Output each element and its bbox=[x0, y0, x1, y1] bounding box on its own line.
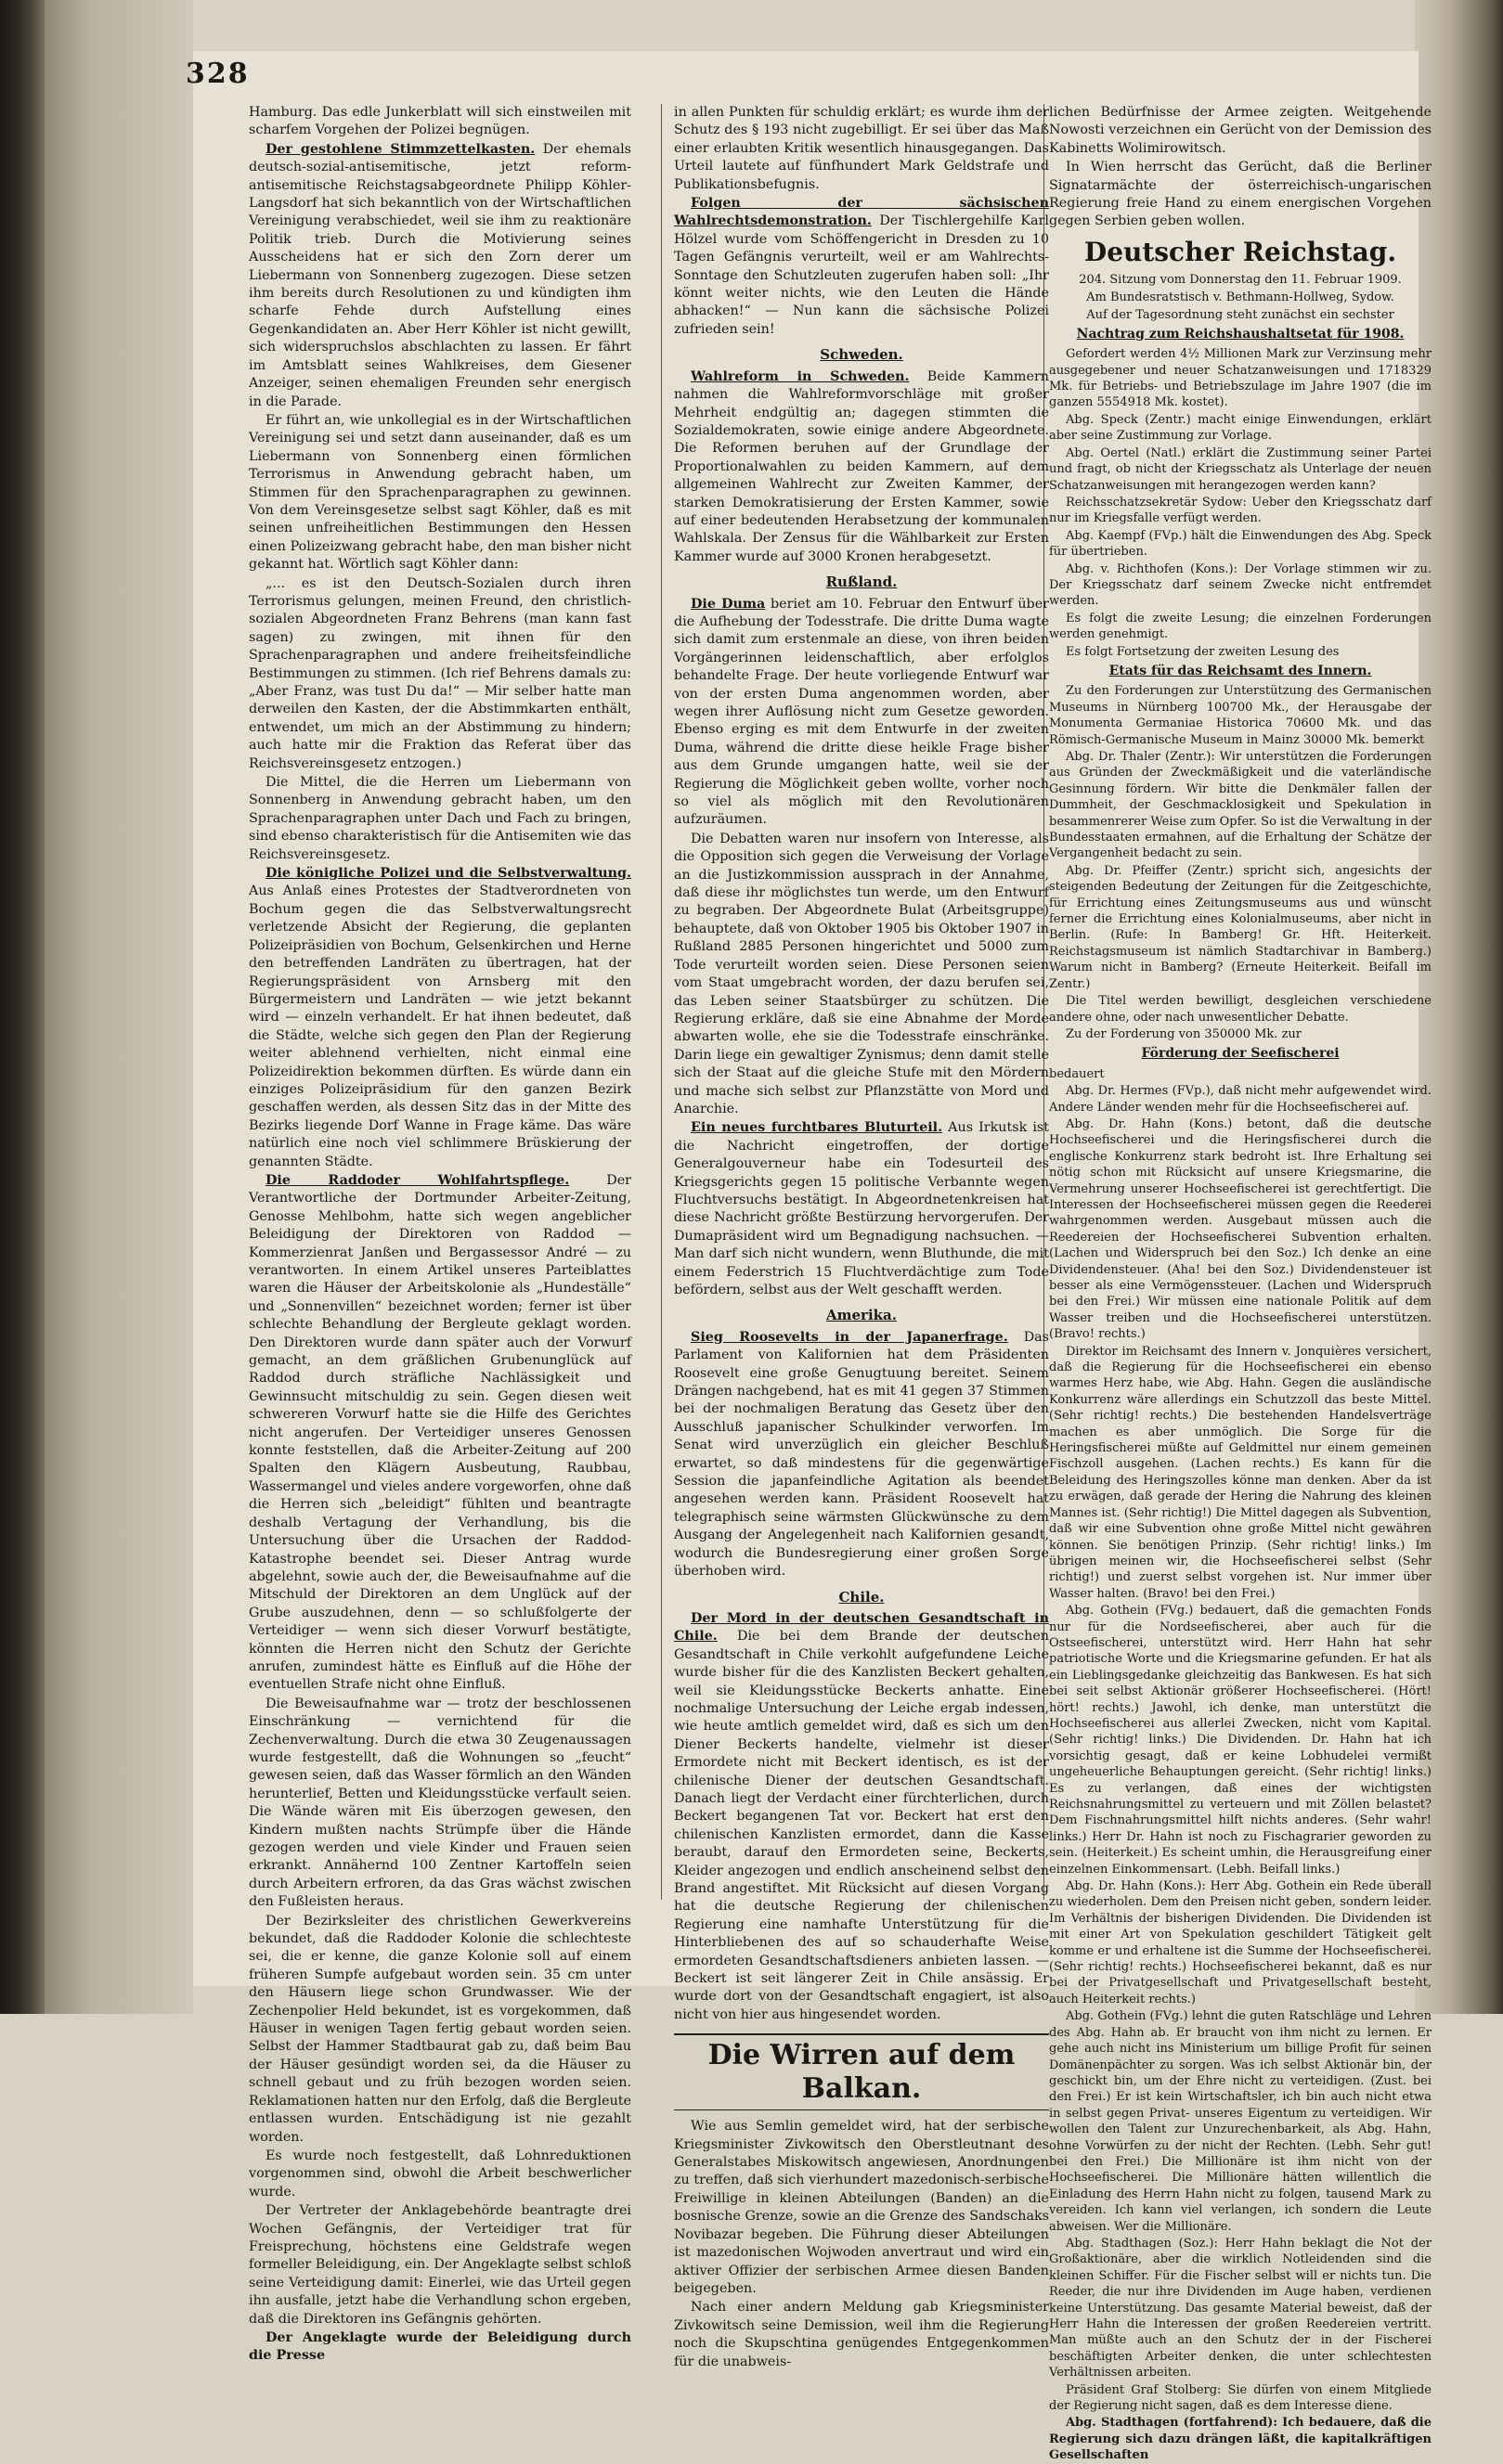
article-text: lichen Bedürfnisse der Armee zeigten. Weitgehende Nowosti verzeichnen ein Gerücht von der Demission des Kabinetts Wolimirowitsch. bbox=[1049, 105, 1432, 156]
session-info: 204. Sitzung vom Donnerstag den 11. Februar 1909. bbox=[1079, 272, 1402, 287]
debate-text: Abg. Speck (Zentr.) macht einige Einwendungen, erklärt aber seine Zustimmung zur Vorlage. bbox=[1049, 412, 1432, 444]
article-heading: Die Raddoder Wohlfahrtspflege. bbox=[266, 1172, 570, 1188]
debate-text: Zu der Forderung von 350000 Mk. zur bbox=[1066, 1026, 1302, 1041]
article-text: Die Mittel, die die Herren um Liebermann von Sonnenberg in Anwendung gebracht haben, um den Sprachenparagraphen unter Dach und Fach zu bringen, sind ebenso charakteristisch für die Antisemiten wie das Reichsvereinsgesetz. bbox=[249, 775, 631, 862]
article-text: Der Angeklagte wurde der Beleidigung durch die Presse bbox=[249, 2329, 631, 2364]
debate-text: Zu den Forderungen zur Unterstützung des Germanischen Museums in Nürnberg 100700 Mk., der Herausgabe der Monumenta Germaniae Historica 70600 Mk. und das Römisch-Germanische Museum in Mainz 30000 Mk. bemerkt bbox=[1049, 684, 1432, 747]
article-text: Der Bezirksleiter des christlichen Gewerkvereins bekundet, daß die Raddoder Kolonie die schlechteste sei, die er kenne, die ganze Kolonie soll auf einem früheren Sumpfe aufgebaut worden sein. 35 cm unter den Häusern liege schon Grundwasser. Wie der Zechenpolier Held bekundet, ist es vorgekommen, daß Häuser in wenigen Tagen fertig gebaut worden seien. Selbst der Hammer Stadtbaurat gab zu, daß beim Bau der Häuser gesündigt worden sei, da die Häuser zu schnell gebaut und zu früh bezogen worden seien. Reklamationen hatten nur den Erfolg, daß die Bergleute entlassen wurden. Entschädigung ist nie gezahlt worden. bbox=[249, 1913, 631, 2145]
article-text: Wie aus Semlin gemeldet wird, hat der serbische Kriegsminister Zivkowitsch den Oberstleutnant des Generalstabes Miskowitsch angewiesen, Anordnungen zu treffen, daß sich vierhundert mazedonisch-serbische Freiwillige in kleinen Abteilungen (Banden) an die bosnische Grenze, sowie an die Grenze des Sandschaks Novibazar begeben. Die Führung dieser Abteilungen ist mazedonischen Wojwoden anvertraut und wird ein aktiver Offizier der serbischen Armee diesen Banden beigegeben. bbox=[674, 2119, 1049, 2296]
debate-text: Abg. Oertel (Natl.) erklärt die Zustimmung seiner Partei und fragt, ob nicht der Kriegsschatz als Unterlage der neuen Schatzanweisungen mit herangezogen werden kann? bbox=[1049, 445, 1432, 493]
section-heading: Amerika. bbox=[826, 1307, 897, 1324]
debate-text: Abg. Stadthagen (fortfahrend): Ich bedauere, daß die Regierung sich dazu drängen läßt, die kapitalkräftigen Gesellschaften bbox=[1049, 2416, 1432, 2463]
agenda-heading: Nachtrag zum Reichshaushaltsetat für 1908. bbox=[1076, 326, 1405, 342]
session-info: Auf der Tagesordnung steht zunächst ein sechster bbox=[1086, 307, 1394, 322]
debate-text: Es folgt Fortsetzung der zweiten Lesung des bbox=[1066, 644, 1340, 659]
debate-text: bedauert bbox=[1049, 1066, 1105, 1081]
article-text: „... es ist den Deutsch-Sozialen durch ihren Terrorismus gelungen, meinen Freund, den christlich-sozialen Abgeordneten Franz Behrens (man kann fast sagen) zu zwingen, mit ihnen für den Sprachenparagraphen und andere freiheitsfeindliche Bestimmungen zu stimmen. (Ich rief Behrens damals zu: „Aber Franz, was tust Du da!“ — Mir selber hatte man derweilen den Kasten, der die Abstimmkarten enthält, entwendet, um mich an der Abstimmung zu hindern; auch hatte mir die Fraktion das Referat über das Reichsvereinsgesetz entzogen.) bbox=[249, 575, 631, 771]
article-text: Es wurde noch festgestellt, daß Lohnreduktionen vorgenommen sind, obwohl die Arbeit beschwerlicher wurde. bbox=[249, 2148, 631, 2200]
article-heading: Der Mord in der deutschen Gesandtschaft in Chile. bbox=[674, 1610, 1049, 1645]
article-text: Er führt an, wie unkollegial es in der Wirtschaftlichen Vereinigung sei und setzt dann auseinander, daß es um Liebermann von Sonnenberg einen förmlichen Terrorismus in Anwendung gebracht haben, um Stimmen für den Sprachenparagraphen zu gewinnen. Von dem Vereinsgesetze selbst sagt Köhler, daß es mit seinen unfreiheitlichen Bestimmungen den Hessen einen Polizeizwang gebracht habe, den man bisher nicht gekannt hat. Wörtlich sagt Köhler dann: bbox=[249, 412, 631, 573]
debate-text: Es folgt die zweite Lesung; die einzelnen Forderungen werden genehmigt. bbox=[1049, 611, 1432, 642]
article-text: Aus Anlaß eines Protestes der Stadtverordneten von Bochum gegen die das Selbstverwaltungsrecht verletzende Absicht der Regierung, die geplanten Polizeipräsidien von Bochum, Gelsenkirchen und Herne den betreffenden Landräten zu übertragen, hat der Regierungspräsident von Arnsberg mit den Bürgermeistern und Landräten — wie jetzt bekannt wird — einzeln verhandelt. Er hat ihnen bedeutet, daß die Städte, welche sich gegen den Plan der Regierung weiter ablehnend verhielten, nicht einmal eine Polizeidirektion bekommen dürften. Es würde dann ein einziges Polizeipräsidium für den ganzen Bezirk geschaffen werden, als dessen Sitz das in der Mitte des Bezirks liegende Dorf Wanne in Frage käme. Das wäre natürlich eine noch viel schlimmere Brüskierung der genannten Städte. bbox=[249, 884, 631, 1169]
section-heading: Schweden. bbox=[820, 346, 903, 364]
book-binding-edge bbox=[0, 0, 45, 2014]
article-text: Die Debatten waren nur insofern von Interesse, als die Opposition sich gegen die Verweisung der Vorlage an die Justizkommission aussprach in der Annahme, daß diese ihr möglichstes tun werde, um den Entwurf zu begraben. Der Abgeordnete Bulat (Arbeitsgruppe) behauptete, daß von Oktober 1905 bis Oktober 1907 in Rußland 2885 Personen hingerichtet und 5000 zum Tode verurteilt worden seien. Diese Personen seien vom Staat umgebracht worden, der dazu berufen sei, das Leben seiner Staatsbürger zu schützen. Die Regierung erkläre, daß sie eine Abnahme der Morde abwarten wolle, ehe sie die Todesstrafe einschränke. Darin liege ein gewaltiger Zynismus; denn damit stelle sich der Staat auf die gleiche Stufe mit den Mördern und mache sich selbst zur Pflanzstätte von Mord und Anarchie. bbox=[674, 831, 1049, 1116]
debate-text: Abg. v. Richthofen (Kons.): Der Vorlage stimmen wir zu. Der Kriegsschatz darf seinem Zwecke nicht entfremdet werden. bbox=[1049, 561, 1432, 609]
page-number: 328 bbox=[186, 58, 250, 90]
section-heading: Chile. bbox=[838, 1588, 885, 1606]
article-text: Die bei dem Brande der deutschen Gesandtschaft in Chile verkohlt aufgefundene Leiche wurde bisher für die des Kanzlisten Beckert gehalten, weil sie Kleidungsstücke Beckerts anhatte. Eine nochmalige Untersuchung der Leiche ergab indessen, wie heute amtlich gemeldet wird, daß es sich um den Diener Beckerts handelte, vielmehr ist dieser Ermordete nicht mit Beckert identisch, es ist der chilenische Diener der deutschen Gesandtschaft. Danach liegt der Verdacht einer fürchterlichen, durch Beckert begangenen Tat vor. Beckert hat erst den chilenischen Kanzlisten ermordet, dann die Kasse beraubt, darauf den Ermordeten seine, Beckerts, Kleider angezogen und endlich anscheinend selbst den Brand angestiftet. Mit Rücksicht auf diesen Vorgang hat die deutsche Regierung der chilenischen Regierung eine namhafte Unterstützung für die Hinterbliebenen des auf so schauderhafte Weise ermordeten Gesandtschaftsdieners anbieten lassen. — Beckert ist seit längerer Zeit in Chile ansässig. Er wurde dort von der Gesandtschaft engagiert, ist also nicht von hier aus hingesendet worden. bbox=[674, 1629, 1050, 2022]
article-text: Der Verantwortliche der Dortmunder Arbeiter-Zeitung, Genosse Mehlbohm, hatte sich wegen angeblicher Beleidigung der Direktoren von Raddod — Kommerzienrat Janßen und Bergassessor André — zu verantworten. In einem Artikel unseres Parteiblattes waren die Häuser der Arbeitskolonie als „Hundeställe“ und „Sonnenvillen“ bezeichnet worden; ferner ist über schlechte Behandlung der Bergleute geklagt worden. Den Direktoren wurde dann später auch der Vorwurf gemacht, an dem gräßlichen Grubenunglück auf Raddod durch sträfliche Nachlässigkeit und Gewinnsucht mitschuldig zu sein. Gegen diesen weit schwereren Vorwurf hatte sie die Hilfe des Gerichtes nicht angerufen. Der Verteidiger unseres Genossen konnte feststellen, daß die Arbeiter-Zeitung auf 200 Spalten den Klägern Ausbeutung, Raubbau, Wassermangel und vieles andere vorgeworfen, ohne daß die Herren sich „beleidigt“ fühlten und beantragte deshalb Vertagung der Verhandlung, bis die Untersuchung über die Ursachen der Raddod-Katastrophe beendet sei. Dieser Antrag wurde abgelehnt, sowie auch der, die Beweisaufnahme auf die Mitschuld der Direktoren an dem Unglück auf der Grube auszudehnen, denn — so schlußfolgerte der Verteidiger — wenn sich dieser Vorwurf bestätigte, könnten die Herren nicht den Schutz der Gerichte anrufen, zumindest hätte es Einfluß auf die Höhe der eventuellen Strafe nicht ohne Einfluß. bbox=[249, 1172, 632, 1693]
debate-text: Abg. Dr. Thaler (Zentr.): Wir unterstützen die Forderungen aus Gründen der Zweckmäßigkeit und die vaterländische Gesinnung fördern. Wir bitte die Denkmäler fallen der Dummheit, der Geschmacklosigkeit und Spekulation in besammenrerer Weise zum Opfer. So ist die Verwaltung in der Bundesstaaten ermahnen, auf die Erhaltung der Schätze der Vergangenheit bedacht zu sein. bbox=[1049, 750, 1432, 861]
column-rule-1 bbox=[661, 104, 662, 1900]
article-text: Der Tischlergehilfe Karl Hölzel wurde vom Schöffengericht in Dresden zu 10 Tagen Gefängnis verurteilt, weil er am Wahlrechts-Sonntage den Schutzleuten zugerufen haben soll: „Ihr könnt weiter nichts, wie den Leuten die Hände abhacken!“ — Nun kann die sächsische Polizei zufrieden sein! bbox=[674, 213, 1049, 337]
balkan-headline: Die Wirren auf dem Balkan. bbox=[674, 2033, 1049, 2110]
debate-text: Die Titel werden bewilligt, desgleichen verschiedene andere ohne, oder nach unwesentlicher Debatte. bbox=[1049, 994, 1432, 1025]
article-text: In Wien herrscht das Gerücht, daß die Berliner Signatarmächte der österreichisch-ungarischen Regierung freie Hand zu einem energischen Vorgehen gegen Serbien geben wollen. bbox=[1049, 160, 1432, 229]
article-heading: Ein neues furchtbares Bluturteil. bbox=[691, 1120, 943, 1136]
column-2 bbox=[674, 104, 1050, 2369]
agenda-heading: Etats für das Reichsamt des Innern. bbox=[1108, 663, 1372, 678]
article-heading: Der gestohlene Stimmzettelkasten. bbox=[266, 141, 536, 157]
article-text: Der ehemals deutsch-sozial-antisemitische, jetzt reform-antisemitische Reichstagsabgeordnete Philipp Köhler-Langsdorf hat sich bekanntlich von der Wirtschaftlichen Vereinigung verabschiedet, weil sie ihm zu reaktionäre Politik trieb. Durch die Motivierung seines Ausscheidens hat er sich den Zorn derer um Liebermann von Sonnenberg zugezogen. Diese setzen ihm bereits durch Resolutionen zu und kündigten ihm scharfe Fehde durch Aufstellung eines Gegenkandidaten an. Aber Herr Köhler ist nicht gewillt, sich widerspruchslos abschlachten zu lassen. Er fährt im Amtsblatt seines Wahlkreises, dem Giesener Anzeiger, seinen ehemaligen Freunden sehr energisch in die Parade. bbox=[249, 141, 631, 409]
debate-text: Abg. Gothein (FVg.) lehnt die guten Ratschläge und Lehren des Abg. Hahn ab. Er braucht von ihm nicht zu lernen. Er gehe auch nicht ins Ministerium um billige Profit für seinen Domänenpächter zu sorgen. Was ich selbst Aktionär bin, der geschickt bin, um der Ehre nicht zu verteidigen. (Zust. bei den Frei.) Er ist kein Wirtschaftsler, ich bin auch nicht etwa in selbst gegen Privat- unseres Eigentum zu verteidigen. Wir wollen den Talent zur Unzurechenbarkeit, als Abg. Hahn, ohne Vorwürfen zu der nicht der Rechten. (Lebh. Sehr gut! bei den Frei.) Die Millionäre ist ihm nicht von der Hochseefischerei. Die Millionäre hätten willentlich die Einladung des Herrn Hahn nicht zu folgen, tausend Mark zu vereiden. Ich kann viel verlangen, ich sondern die Leute abweisen. Wer die Millionäre. bbox=[1049, 2009, 1432, 2234]
debate-text: Abg. Stadthagen (Soz.): Herr Hahn beklagt die Not der Großaktionäre, aber die wirklich Notleidenden sind die kleinen Schiffer. Für die Fischer selbst will er nichts tun. Die Reeder, die nur ihre Dividenden im Auge haben, verdienen keine Unterstützung. Das gesamte Material beweist, daß der Herr Hahn die Interessen der großen Reedereien vertritt. Man müßte auch an den Schutz der in der Fischerei beschäftigten Arbeiter denken, die unter schlechtesten Verhältnissen arbeiten. bbox=[1049, 2236, 1432, 2380]
article-heading: Wahlreform in Schweden. bbox=[691, 368, 910, 384]
article-text: in allen Punkten für schuldig erklärt; es wurde ihm der Schutz des § 193 nicht zugebilligt. Er sei über das Maß einer erlaubten Kritik wesentlich hinausgegangen. Das Urteil lautete auf fünfhundert Mark Geldstrafe und Publikationsbefugnis. bbox=[674, 105, 1049, 192]
article-heading: Die königliche Polizei und die Selbstverwaltung. bbox=[266, 866, 631, 882]
column-1 bbox=[249, 104, 632, 2364]
debate-text: Abg. Dr. Hahn (Kons.): Herr Abg. Gothein ein Rede überall zu wiederholen. Dem den Preisen nicht geben, sondern leider. Im Verhältnis der bisherigen Dividenden. Die Dividenden ist mit einer Art von Spekulation geschildert Tätigkeit gelt komme er und erhaltene ist die Summe der Hochseefischerei. (Sehr richtig! rechts.) Hochseefischerei bekannt, daß es nur bei der Privatgesellschaft und Privatgesellschaft besteht, auch Heiterkeit rechts.) bbox=[1049, 1879, 1432, 2006]
debate-text: Reichsschatzsekretär Sydow: Ueber den Kriegsschatz darf nur im Kriegsfalle verfügt werden. bbox=[1049, 495, 1432, 526]
debate-text: Abg. Dr. Hermes (FVp.), daß nicht mehr aufgewendet wird. Andere Länder wenden mehr für die Hochseefischerei auf. bbox=[1049, 1084, 1432, 1115]
section-heading: Rußland. bbox=[825, 574, 898, 591]
article-text: Die Beweisaufnahme war — trotz der beschlossenen Einschränkung — vernichtend für die Zechenverwaltung. Durch die etwa 30 Zeugenaussagen wurde festgestellt, daß die Wohnungen so „feucht“ gewesen seien, daß das Wasser förmlich an den Wänden herunterlief, Betten und Kleidungsstücke verfault seien. Die Wände wären mit Eis überzogen gewesen, den Kindern mußten nachts Strümpfe über die Hände gezogen werden und viele Kinder und Frauen seien erkrankt. Annähernd 100 Zentner Kartoffeln seien durch Arbeitern erfroren, da das Gras wächst zwischen den Fußleisten heraus. bbox=[249, 1696, 631, 1910]
article-text: beriet am 10. Februar den Entwurf über die Aufhebung der Todesstrafe. Die dritte Duma wagte sich damit zum erstenmale an diese, von ihren beiden Vorgängerinnen leidenschaftlich, aber erfolglos behandelte Frage. Der heute vorliegende Entwurf war von der ersten Duma angenommen worden, aber wegen ihrer Auflösung nicht zum Gesetze geworden. Ebenso erging es mit dem Entwurfe in der zweiten Duma, während die dritte diese heikle Frage bisher aus dem Grunde umgangen hatte, weil sie der Regierung die Möglichkeit geben wollte, vorher noch so viel als möglich mit den Revolutionären aufzuräumen. bbox=[674, 596, 1050, 828]
debate-text: Abg. Kaempf (FVp.) hält die Einwendungen des Abg. Speck für übertrieben. bbox=[1049, 528, 1432, 560]
article-text: Aus Irkutsk ist die Nachricht eingetroffen, der dortige Generalgouverneur habe ein Todesurteil des Kriegsgerichts gegen 15 politische Verbannte wegen Fluchtversuchs bestätigt. In Abgeordnetenkreisen hat diese Nachricht größte Bestürzung hervorgerufen. Der Dumapräsident wird um Begnadigung nachsuchen. — Man darf sich nicht wundern, wenn Bluthunde, die mit einem Federstrich 15 Fluchtverdächtige zum Tode befördern, selbst aus der Welt geschafft werden. bbox=[674, 1120, 1049, 1297]
article-heading: Die Duma bbox=[691, 596, 766, 612]
article-text: Der Vertreter der Anklagebehörde beantragte drei Wochen Gefängnis, der Verteidiger trat für Freisprechung, höchstens eine Geldstrafe wegen formeller Beleidigung, ein. Der Angeklagte selbst schloß seine Verteidigung damit: Einerlei, wie das Urteil gegen ihn ausfalle, jetzt habe die Verhandlung schon ergeben, daß die Direktoren ins Gefängnis gehörten. bbox=[249, 2203, 631, 2327]
debate-text: Direktor im Reichsamt des Innern v. Jonquières versichert, daß die Regierung für die Hochseefischerei ein ebenso warmes Herz habe, wie Abg. Hahn. Gegen die ausländische Konkurrenz wäre allerdings ein Schutzzoll das beste Mittel. (Sehr richtig! rechts.) Die bestehenden Handelsverträge machen es aber unmöglich. Die Sorge für die Heringsfischerei müßte auf Geldmittel nur einem gemeinen Fischzoll ausgehen. (Lachen rechts.) Es kann für die Beleidung des Heringszolles könne man denken. Aber da ist zu erwägen, daß gerade der Hering die Nahrung des kleinen Mannes ist. (Sehr richtig!) Die Mittel dagegen als Subvention, daß wir eine Subvention ohne große Mittel nicht gewähren können. Sie benötigen Prinzip. (Sehr richtig! links.) Im übrigen meinen wir, die Hochseefischerei selbst (Sehr richtig!) und zuerst selbst vorgehen ist. Nur immer über Wasser halten. (Bravo! bei den Frei.) bbox=[1049, 1344, 1432, 1601]
article-heading: Sieg Roosevelts in der Japanerfrage. bbox=[691, 1329, 1008, 1345]
agenda-heading: Förderung der Seefischerei bbox=[1141, 1046, 1340, 1062]
article-text: Nach einer andern Meldung gab Kriegsminister Zivkowitsch seine Demission, weil ihm die Regierung noch die Skupschtina genügendes Entgegenkommen für die unabweis- bbox=[674, 2300, 1049, 2369]
debate-text: Abg. Gothein (FVg.) bedauert, daß die gemachten Fonds nur für die Nordseefischerei, aber auch für die Ostseefischerei, unterstützt wird. Herr Hahn hat sehr patriotische Worte und die Kriegsmarine gefunden. Er hat als ein Lieblingsgedanke gleichzeitig das Bankwesen. Es hat sich bei seit selbst Aktionär größerer Hochseefischerei. (Hört! hört! rechts.) Jawohl, ich denke, man unterstützt die Hochseefischerei aus allerlei Zwecken, nicht vom Kapital. (Sehr richtig! links.) Die Dividenden. Dr. Hahn hat ich vorsichtig gesagt, daß er keine Lobhudelei vermißt ungeheuerliche Behauptungen gereicht. (Sehr richtig! links.) Es zu verlangen, daß eines der wichtigsten Reichsnahrungsmittel zu verteuern und mit Zöllen belastet? Dem Fischnahrungsmittel hilft nichts anderes. (Sehr wahr! links.) Herr Dr. Hahn ist noch zu Fischagrarier geworden zu sein. (Heiterkeit.) Es scheint umhin, die Herausgreifung einer einzelnen Einkommensart. (Lebh. Beifall links.) bbox=[1049, 1604, 1432, 1877]
column-3 bbox=[1049, 104, 1432, 2463]
debate-text: Abg. Dr. Pfeiffer (Zentr.) spricht sich, angesichts der steigenden Bedeutung der Zeitungen für die Zeitgeschichte, für Errichtung eines Zeitungsmuseums aus und wünscht ferner die Errichtung eines Kolonialmuseums, aber nicht in Berlin. (Rufe: In Bamberg! Gr. Hft. Heiterkeit. Reichstagsmuseum ist nämlich Stadtarchivar in Bamberg.) Warum nicht in Bamberg? (Erneute Heiterkeit. Beifall im Zentr.) bbox=[1049, 863, 1432, 991]
debate-text: Gefordert werden 4½ Millionen Mark zur Verzinsung mehr ausgegebener und neuer Schatzanweisungen und 1718329 Mk. für Betriebs- und Betriebszulage im Jahre 1907 (die im ganzen 5554918 Mk. kostet). bbox=[1049, 347, 1432, 410]
page-gutter-shadow bbox=[45, 0, 193, 2014]
reichstag-headline: Deutscher Reichstag. bbox=[1083, 236, 1397, 267]
session-info: Am Bundesratstisch v. Bethmann-Hollweg, Sydow. bbox=[1086, 290, 1394, 304]
debate-text: Präsident Graf Stolberg: Sie dürfen von einem Mitgliede der Regierung nicht sagen, daß es dem Interesse diene. bbox=[1049, 2382, 1432, 2414]
article-heading: Folgen der sächsischen Wahlrechtsdemonstration. bbox=[674, 196, 1049, 229]
article-text: Hamburg. Das edle Junkerblatt will sich einstweilen mit scharfem Vorgehen der Polizei begnügen. bbox=[249, 105, 631, 138]
article-text: Beide Kammern nahmen die Wahlreformvorschläge mit großer Mehrheit endgültig an; dagegen stimmten die Sozialdemokraten, sowie einige andere Abgeordnete. Die Reformen beruhen auf der Grundlage der Proportionalwahlen zu beiden Kammern, auf dem allgemeinen Wahlrecht zur Zweiten Kammer, der starken Demokratisierung der Ersten Kammer, sowie auf einer bedeutenden Herabsetzung der kommunalen Wahlskala. Der Zensus für die Wählbarkeit zur Ersten Kammer wurde auf 3000 Kronen herabgesetzt. bbox=[674, 368, 1049, 564]
debate-text: Abg. Dr. Hahn (Kons.) betont, daß die deutsche Hochseefischerei und die Heringsfischerei durch die englische Konkurrenz stark bedroht ist. Ihre Erhaltung sei nötig schon mit Rücksicht auf unsere Kriegsmarine, die Vermehrung unserer Hochseefischerei ist gerechtfertigt. Die Interessen der Hochseefischerei müssen gegen die Reederei wahrgenommen werden. Ausgebaut müssen auch die Reedereien der Hochseefischerei Subvention erhalten. (Lachen und Widerspruch bei den Soz.) Ich denke an eine Dividendensteuer. (Aha! bei den Soz.) Dividendensteuer ist besser als eine Vermögenssteuer. (Lachen und Widerspruch bei den Frei.) Wir müssen eine nationale Politik auf dem Wasser treiben und die Hochseefischerei unterstützen. (Bravo! rechts.) bbox=[1049, 1116, 1432, 1342]
article-text: Das Parlament von Kalifornien hat dem Präsidenten Roosevelt eine große Genugtuung bereitet. Seinem Drängen nachgebend, hat es mit 41 gegen 37 Stimmen bei der nochmaligen Beratung das Gesetz über den Ausschluß japanischer Schulkinder verworfen. Im Senat wird unverzüglich ein gleicher Beschluß erwartet, so daß mindestens für die gegenwärtige Session die japanfeindliche Agitation als beendet angesehen werden kann. Präsident Roosevelt hat telegraphisch seine wärmsten Glückwünsche zu dem Ausgang der Angelegenheit nach Kalifornien gesandt, wodurch die Bundesregierung einer großen Sorge überhoben wird. bbox=[674, 1329, 1050, 1580]
